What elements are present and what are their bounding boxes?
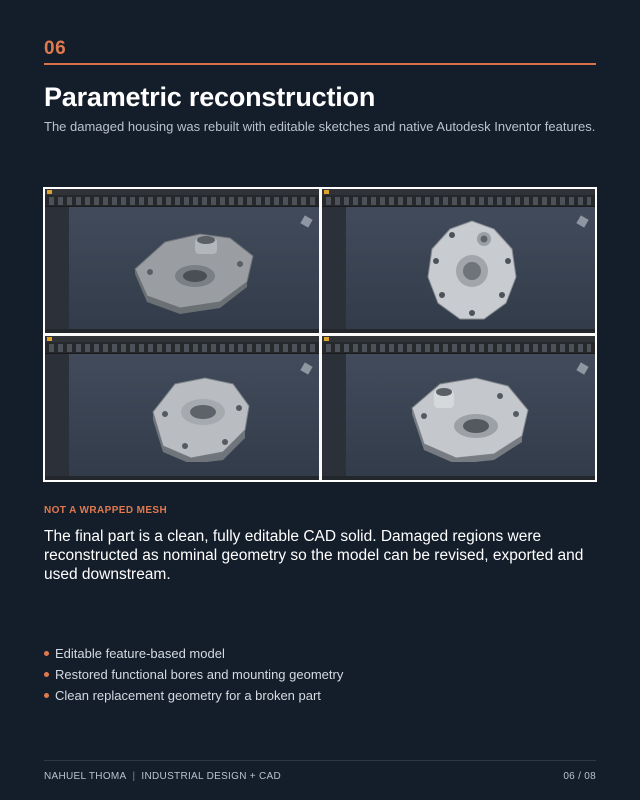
lead-paragraph: The final part is a clean, fully editable CAD solid. Damaged regions were reconstructed as nominal geometry so the model can be revised, exported and used downstream. — [44, 528, 584, 583]
footer-credits — [44, 771, 281, 782]
model-browser — [45, 207, 69, 333]
bullet-text: Restored functional bores and mounting geometry — [55, 667, 344, 682]
footer-discipline: INDUSTRIAL DESIGN + CAD — [141, 771, 282, 782]
page-subtitle: The damaged housing was rebuilt with editable sketches and native Autodesk Inventor features. — [44, 119, 596, 134]
list-item — [44, 664, 343, 685]
housing-part-image — [404, 370, 534, 462]
page-number: 06 / 08 — [563, 771, 596, 782]
model-browser — [322, 354, 346, 480]
inventor-ribbon — [322, 336, 596, 354]
housing-part-image — [145, 372, 255, 462]
cad-screenshot-collage — [43, 187, 597, 482]
section-eyebrow: NOT A WRAPPED MESH — [44, 505, 168, 516]
top-divider — [44, 63, 596, 65]
inventor-window-back — [45, 336, 319, 480]
section-number: 06 — [44, 38, 67, 59]
list-item — [44, 643, 343, 664]
bullet-text: Editable feature-based model — [55, 646, 225, 661]
page-title: Parametric reconstruction — [44, 82, 376, 112]
footer-separator: | — [132, 771, 136, 782]
housing-part-image — [422, 215, 522, 323]
bullet-dot-icon — [44, 651, 49, 656]
bullet-dot-icon — [44, 693, 49, 698]
inventor-window-isometric-right — [322, 336, 596, 480]
model-browser — [322, 207, 346, 333]
feature-bullet-list — [44, 643, 343, 706]
inventor-ribbon — [45, 336, 319, 354]
footer-divider — [44, 760, 596, 761]
screenshot-grid — [45, 189, 595, 480]
housing-part-image — [125, 224, 265, 314]
footer-author: NAHUEL THOMA — [44, 771, 127, 782]
model-browser — [45, 354, 69, 480]
inventor-window-front — [322, 189, 596, 333]
list-item — [44, 685, 343, 706]
bullet-text: Clean replacement geometry for a broken part — [55, 688, 321, 703]
inventor-ribbon — [322, 189, 596, 207]
bullet-dot-icon — [44, 672, 49, 677]
inventor-ribbon — [45, 189, 319, 207]
inventor-window-isometric — [45, 189, 319, 333]
